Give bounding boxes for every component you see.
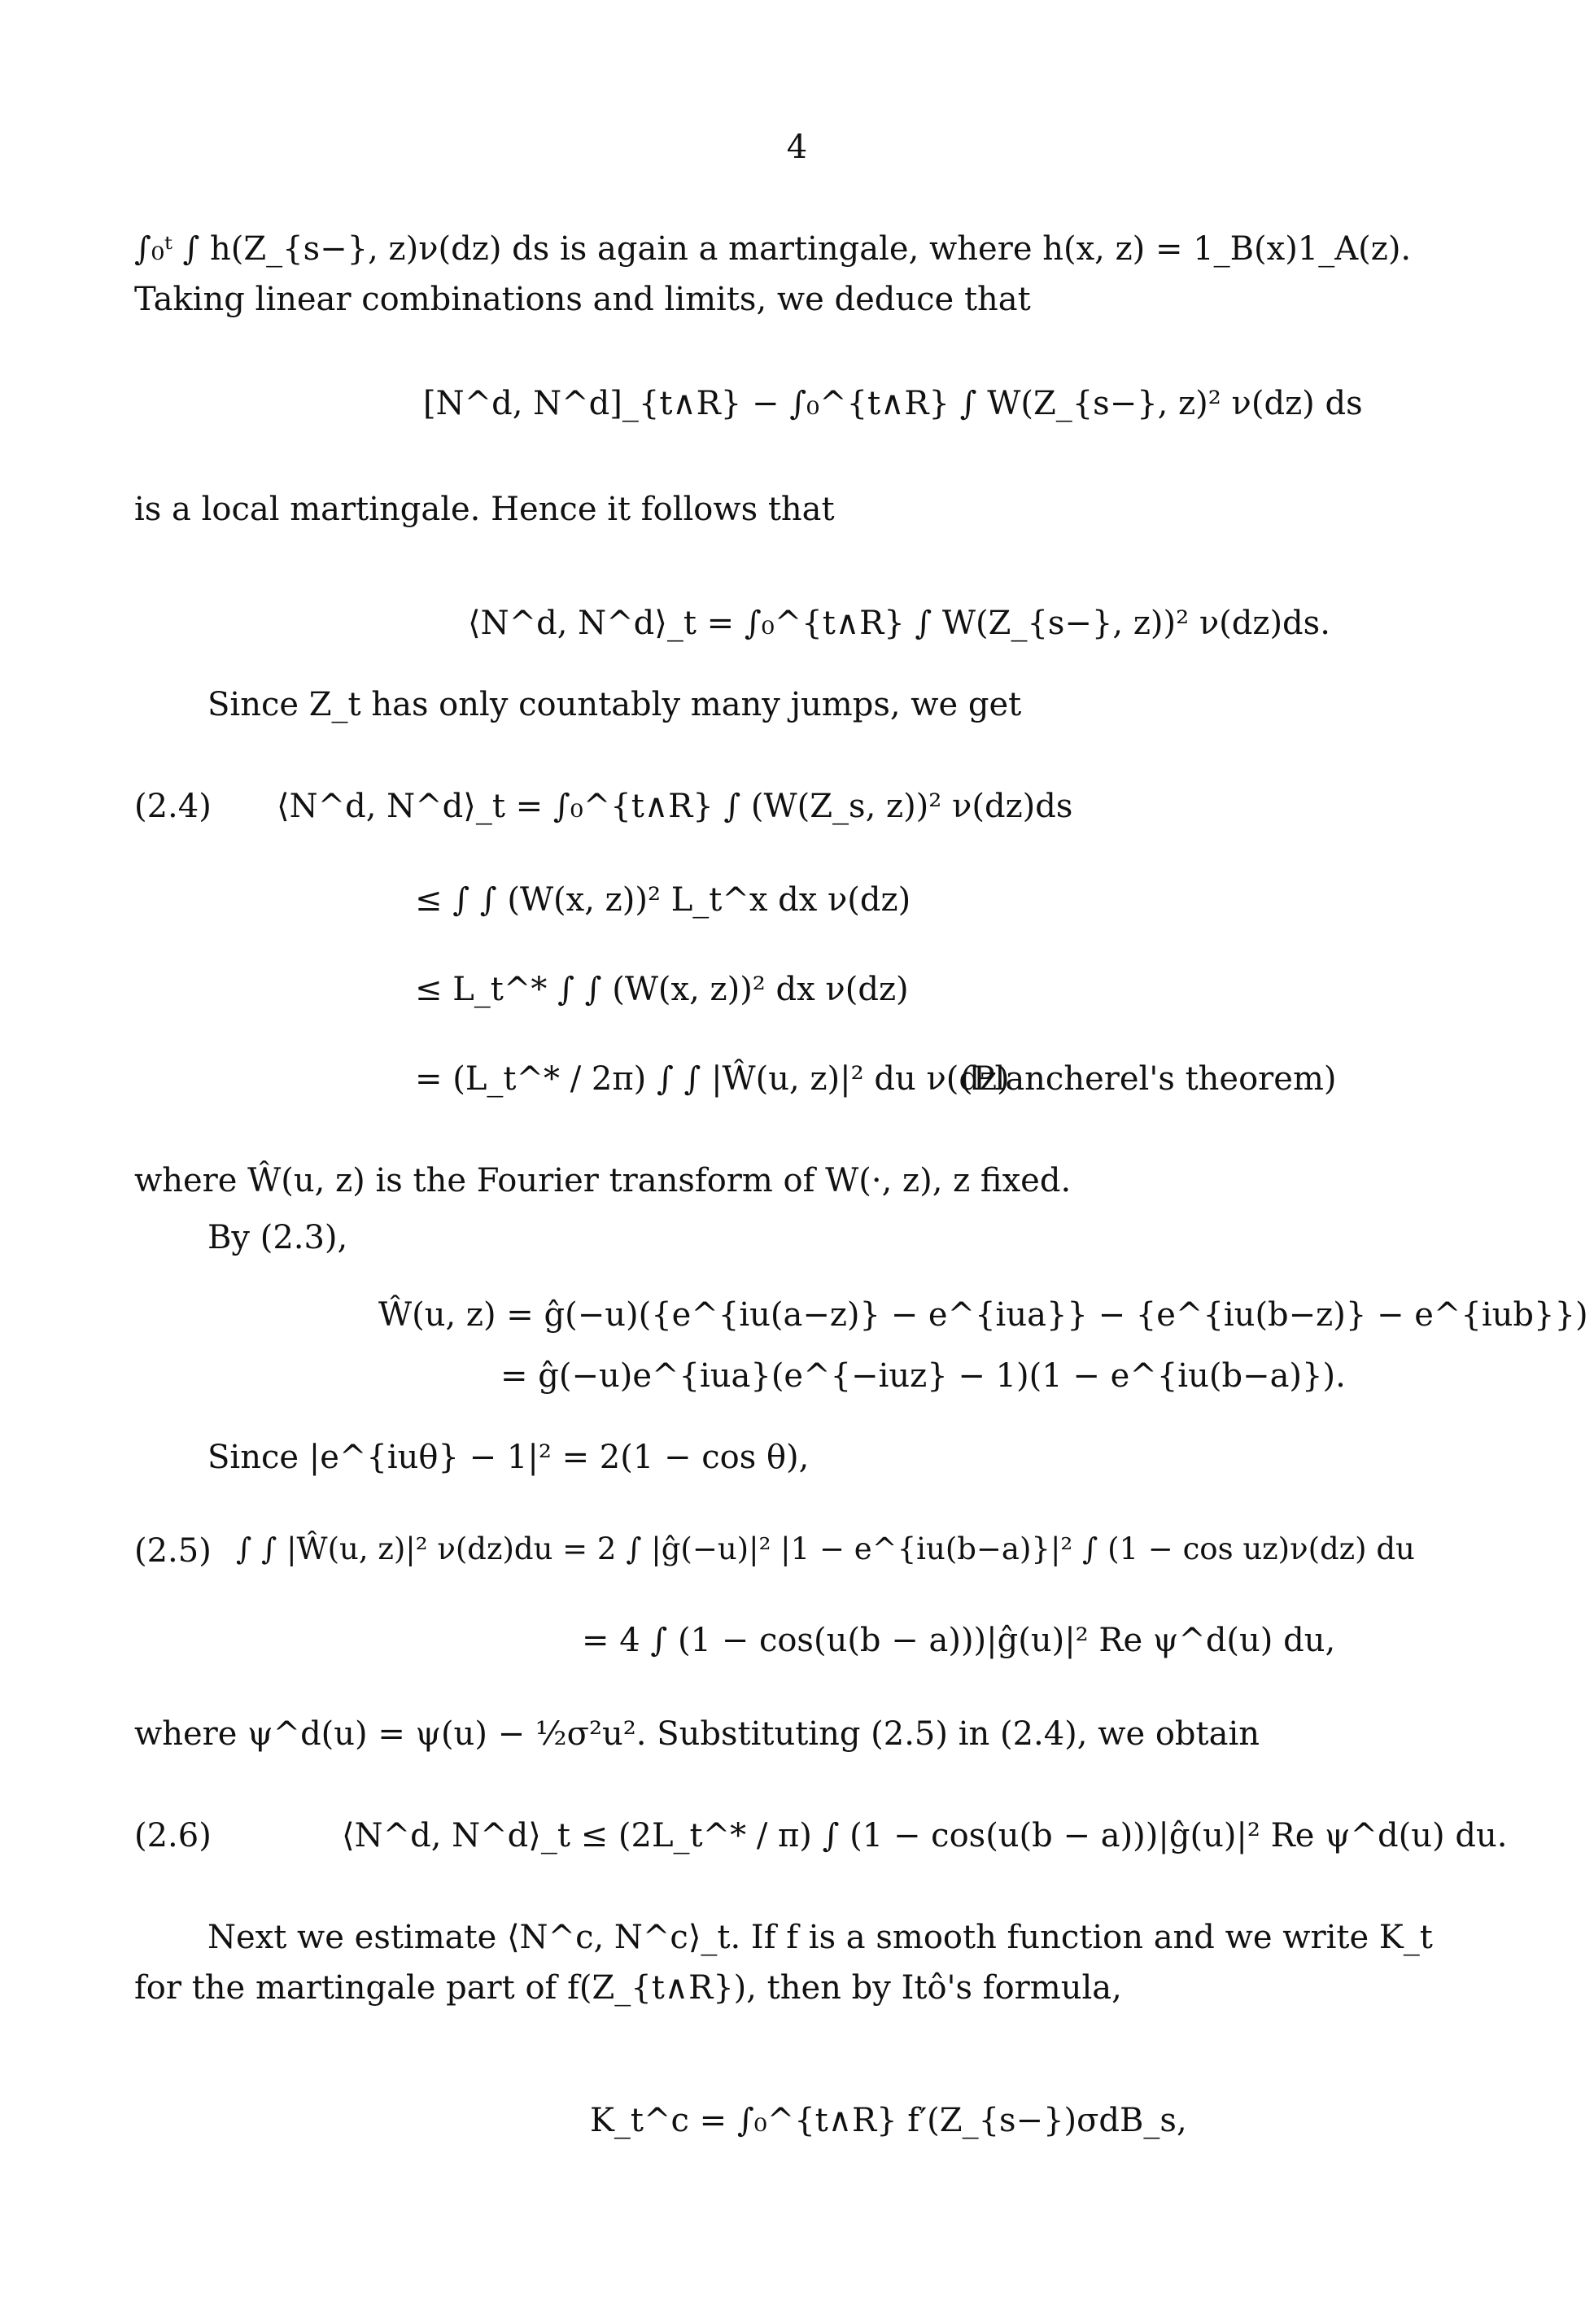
equation-martingale-K: K_t^c = ∫₀^{t∧R} f′(Z_{s−})σdB_s, [590, 2102, 1187, 2139]
equation-2-4-line-3: ≤ L_t^* ∫ ∫ (W(x, z))² dx ν(dz) [415, 971, 909, 1008]
equation-2-5-line-2: = 4 ∫ (1 − cos(u(b − a)))|ĝ(u)|² Re ψ^d(u) du, [582, 1622, 1336, 1659]
paragraph-1: ∫₀ᵗ ∫ h(Z_{s−}, z)ν(dz) ds is again a martingale, where h(x, z) = 1_B(x)1_A(z). Taking linear combinations and limits, we deduce that [134, 230, 1412, 318]
equation-number-2-6: (2.6) [134, 1817, 212, 1854]
paragraph-4: where Ŵ(u, z) is the Fourier transform of W(·, z), z fixed. [134, 1162, 1072, 1199]
paragraph-6: Since |e^{iuθ} − 1|² = 2(1 − cos θ), [207, 1439, 810, 1476]
paragraph-5: By (2.3), [207, 1219, 348, 1256]
equation-2-4-line-1: ⟨N^d, N^d⟩_t = ∫₀^{t∧R} ∫ (W(Z_s, z))² ν(dz)ds [277, 788, 1073, 825]
equation-2-4-line-4: = (L_t^* / 2π) ∫ ∫ |Ŵ(u, z)|² du ν(dz) [415, 1060, 1010, 1098]
plancherel-note: (Plancherel's theorem) [960, 1060, 1337, 1098]
equation-fourier-line-2: = ĝ(−u)e^{iua}(e^{−iuz} − 1)(1 − e^{iu(b−a)}). [500, 1357, 1346, 1395]
equation-2-5-line-1: ∫ ∫ |Ŵ(u, z)|² ν(dz)du = 2 ∫ |ĝ(−u)|² |1 − e^{iu(b−a)}|² ∫ (1 − cos uz)ν(dz) du [236, 1531, 1415, 1566]
equation-2-4-line-2: ≤ ∫ ∫ (W(x, z))² L_t^x dx ν(dz) [415, 881, 911, 919]
paragraph-7: where ψ^d(u) = ψ(u) − ½σ²u². Substituting (2.5) in (2.4), we obtain [134, 1715, 1260, 1753]
equation-fourier-line-1: Ŵ(u, z) = ĝ(−u)({e^{iu(a−z)} − e^{iua}} − {e^{iu(b−z)} − e^{iub}}) [378, 1296, 1588, 1334]
page-number: 4 [786, 129, 808, 166]
paragraph-3: Since Z_t has only countably many jumps, we get [207, 686, 1022, 723]
paragraph-8: Next we estimate ⟨N^c, N^c⟩_t. If f is a smooth function and we write K_t for the martingale part of f(Z_{t∧R}), then by Itô's formula, [134, 1919, 1433, 2007]
equation-number-2-4: (2.4) [134, 788, 212, 825]
equation-bracket: [N^d, N^d]_{t∧R} − ∫₀^{t∧R} ∫ W(Z_{s−}, z)² ν(dz) ds [423, 385, 1363, 422]
paragraph-2: is a local martingale. Hence it follows that [134, 491, 835, 528]
equation-number-2-5: (2.5) [134, 1532, 212, 1570]
equation-2-6-line-1: ⟨N^d, N^d⟩_t ≤ (2L_t^* / π) ∫ (1 − cos(u(b − a)))|ĝ(u)|² Re ψ^d(u) du. [342, 1817, 1508, 1854]
equation-angle-bracket: ⟨N^d, N^d⟩_t = ∫₀^{t∧R} ∫ W(Z_{s−}, z))² ν(dz)ds. [468, 605, 1330, 642]
